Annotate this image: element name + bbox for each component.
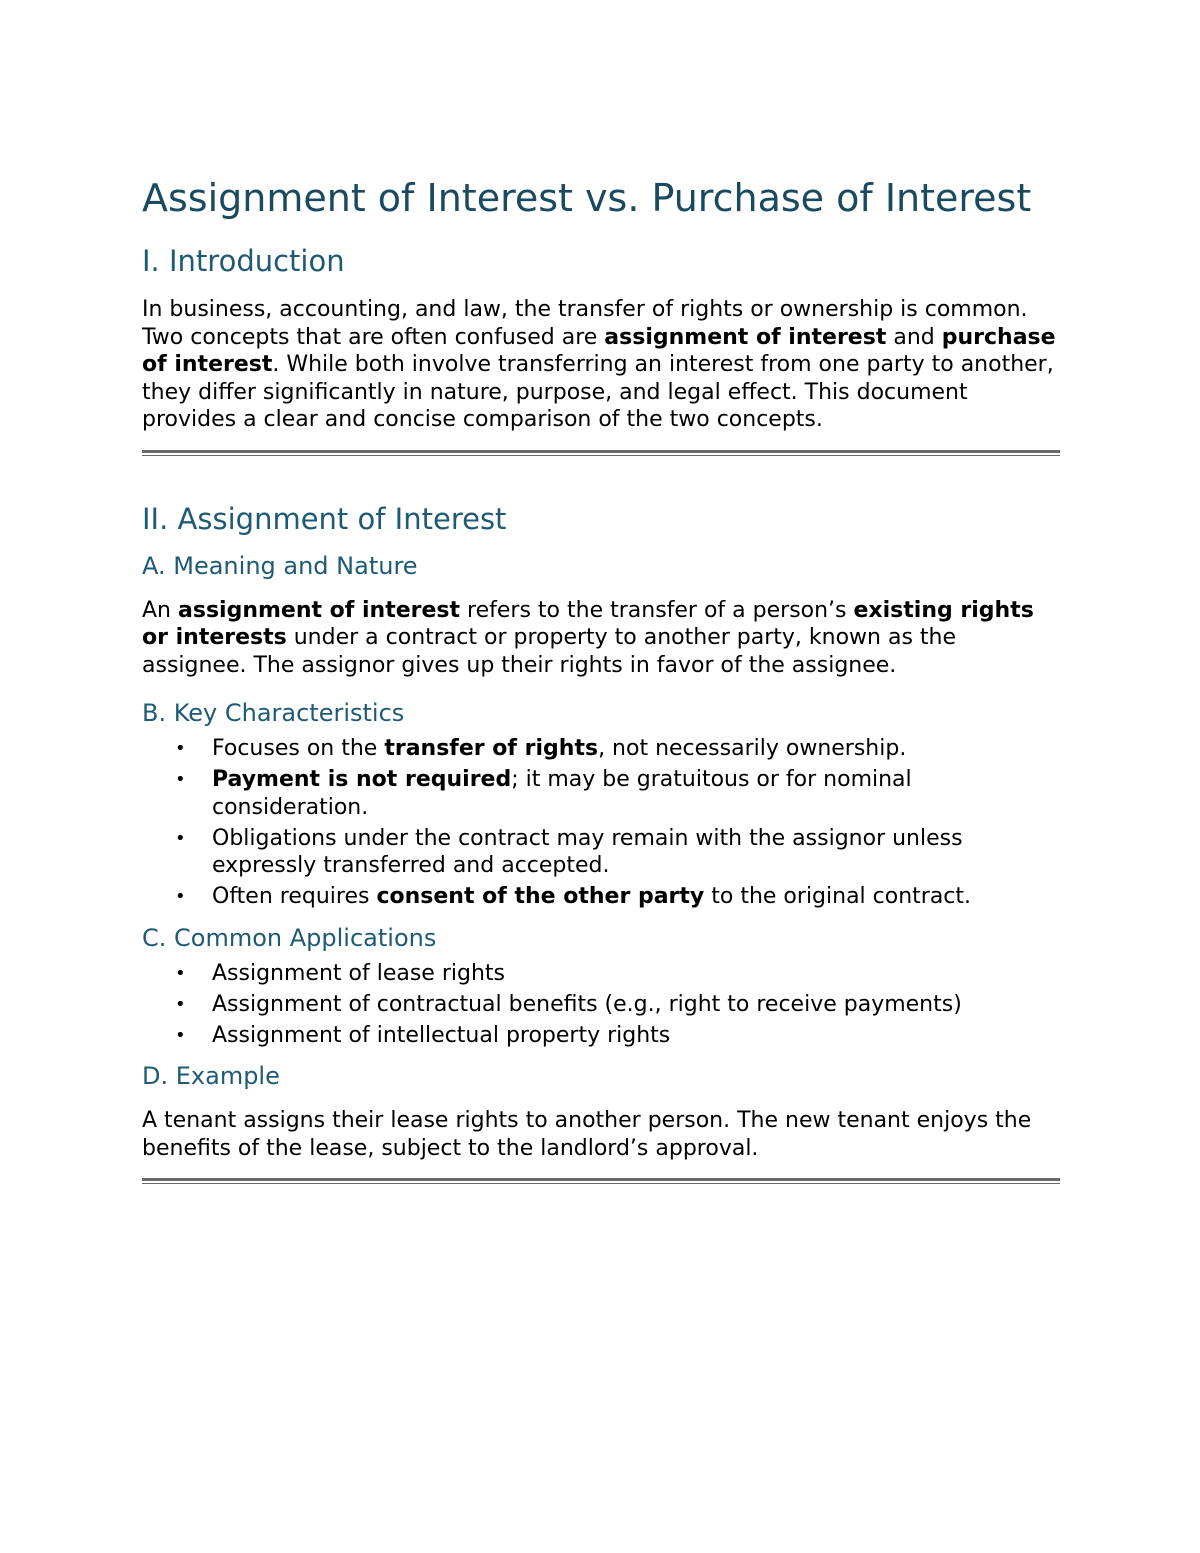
section-divider: [142, 450, 1060, 456]
list-item: • Assignment of lease rights: [175, 960, 505, 986]
list-item: • Assignment of intellectual property rights: [175, 1022, 671, 1048]
common-applications-list: [142, 960, 1060, 1050]
bullet-icon: •: [175, 962, 186, 984]
bullet-icon: •: [175, 827, 186, 849]
bullet-icon: •: [175, 1024, 186, 1046]
bullet-icon: •: [175, 886, 186, 907]
subheading-example: D. Example: [142, 1062, 280, 1090]
section-heading-assignment: II. Assignment of Interest: [142, 501, 507, 536]
subheading-meaning-and-nature: A. Meaning and Nature: [142, 551, 418, 580]
subheading-key-characteristics: B. Key Characteristics: [142, 699, 405, 727]
list-item: • Focuses on the transfer of rights, not necessarily ownership.: [175, 736, 907, 761]
document-title: Assignment of Interest vs. Purchase of Interest: [142, 176, 1032, 220]
list-item: • Assignment of contractual benefits (e.g., right to receive payments): [175, 991, 962, 1017]
key-characteristics-list: [142, 735, 1060, 911]
example-paragraph: A tenant assigns their lease rights to another person. The new tenant enjoys the benefits of the lease, subject to the landlord’s approval.: [142, 1108, 1032, 1161]
list-item: • Often requires consent of the other party to the original contract.: [175, 884, 972, 909]
bullet-icon: •: [175, 769, 186, 790]
meaning-paragraph: An assignment of interest refers to the transfer of a person’s existing rights or interests under a contract or property to another party, known as the assignee. The assignor gives up their rights in favor of the assignee.: [142, 597, 1034, 678]
bullet-icon: •: [175, 993, 186, 1015]
introduction-paragraph: In business, accounting, and law, the transfer of rights or ownership is common. Two concepts that are often confused are assignment of interest and purchase of interest. While both involve transferring an interest from one party to another, they differ significantly in nature, purpose, and legal effect. This document provides a clear and concise comparison of the two concepts.: [142, 297, 1056, 432]
bullet-icon: •: [175, 738, 186, 759]
list-item: • Obligations under the contract may remain with the assignor unless expressly transferred and accepted.: [175, 825, 963, 878]
document-page: [142, 176, 1060, 1184]
section-heading-introduction: I. Introduction: [142, 244, 345, 278]
list-item: • Payment is not required; it may be gratuitous or for nominal consideration.: [175, 767, 912, 820]
subheading-common-applications: C. Common Applications: [142, 923, 437, 952]
section-divider: [142, 1178, 1060, 1184]
